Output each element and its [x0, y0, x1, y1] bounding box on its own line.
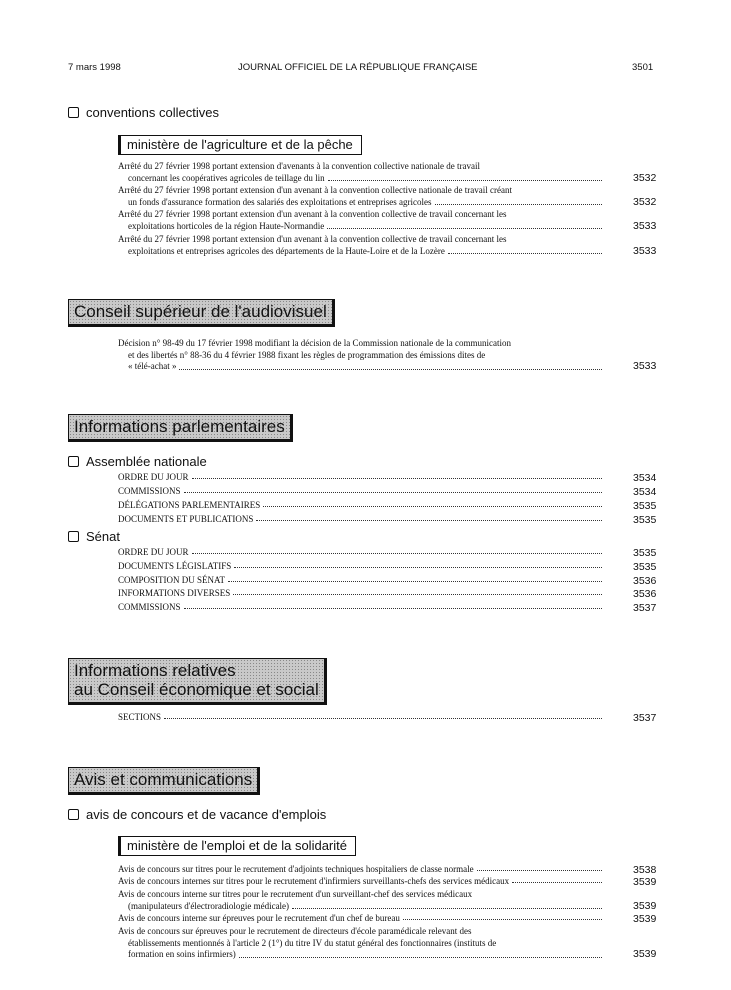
- banner-csa: Conseil supérieur de l'audiovisuel: [68, 299, 335, 327]
- banner-informations-parlementaires: Informations parlementaires: [68, 414, 293, 442]
- list-item: [118, 547, 604, 557]
- dot-leader: [327, 221, 602, 230]
- list-item: [118, 575, 604, 585]
- entry-line: Avis de concours internes sur titres pour le recrutement d'infirmiers surveillants-chefs des services médicaux: [118, 876, 510, 886]
- entry-conventions-1: [118, 161, 604, 184]
- banner-conseil-economique-social: [68, 658, 327, 705]
- dot-leader: [164, 718, 602, 719]
- list-item: [118, 876, 604, 886]
- dot-leader: [228, 581, 602, 582]
- page-ref: 3539: [633, 913, 657, 925]
- entry-line: Avis de concours interne sur titres pour le recrutement d'un surveillant-chef des services médicaux: [118, 889, 473, 899]
- entry-line: Avis de concours sur épreuves pour le recrutement de directeurs d'école paramédicale relevant des: [118, 926, 472, 936]
- entry-line: Décision n° 98-49 du 17 février 1998 modifiant la décision de la Commission nationale de la communication: [118, 338, 512, 348]
- dot-leader: [292, 901, 602, 910]
- entry-conventions-2: [118, 185, 604, 208]
- list-item: [118, 588, 604, 598]
- item-label: COMPOSITION DU SÉNAT: [118, 575, 226, 585]
- list-item: [118, 864, 604, 874]
- section-conventions-collectives: [68, 105, 219, 120]
- list-item: [118, 712, 604, 722]
- checkbox-bullet-icon: [68, 107, 79, 118]
- dot-leader: [239, 949, 602, 958]
- item-label: COMMISSIONS: [118, 602, 181, 612]
- entry-line: exploitations et entreprises agricoles des départements de la Haute-Loire et de la Lozère: [128, 245, 445, 256]
- entry-line: établissements mentionnés à l'article 2 (1°) du titre IV du statut général des fonctionnaires (instituts de: [128, 937, 497, 948]
- entry-line: Arrêté du 27 février 1998 portant extension d'un avenant à la convention collective de travail concernant les: [118, 234, 507, 244]
- section-avis-concours: [68, 807, 326, 822]
- entry-line: (manipulateurs d'électroradiologie médicale): [128, 900, 290, 911]
- list-item: [118, 486, 604, 496]
- checkbox-bullet-icon: [68, 809, 79, 820]
- dot-leader: [184, 492, 602, 493]
- item-label: DÉLÉGATIONS PARLEMENTAIRES: [118, 500, 261, 510]
- dot-leader: [263, 506, 602, 507]
- list-item: [118, 913, 604, 923]
- dot-leader: [328, 173, 602, 182]
- section-title: avis de concours et de vacance d'emplois: [86, 807, 327, 822]
- page-ref: 3533: [633, 245, 657, 257]
- page-ref: 3534: [633, 486, 657, 498]
- checkbox-bullet-icon: [68, 531, 79, 542]
- list-item: [118, 472, 604, 482]
- entry-line: « télé-achat »: [128, 361, 177, 371]
- section-title: Assemblée nationale: [86, 454, 207, 469]
- dot-leader: [512, 882, 602, 883]
- entry-line: concernant les coopératives agricoles de teillage du lin: [128, 172, 325, 183]
- page-ref: 3538: [633, 864, 657, 876]
- entry-line: Avis de concours interne sur épreuves pour le recrutement d'un chef de bureau: [118, 913, 400, 923]
- entry-csa: [118, 338, 604, 373]
- page-ref: 3536: [633, 588, 657, 600]
- dot-leader: [435, 197, 602, 206]
- section-senat: [68, 529, 120, 544]
- dot-leader: [403, 919, 602, 920]
- banner-avis-communications: Avis et communications: [68, 767, 260, 795]
- item-label: ORDRE DU JOUR: [118, 472, 189, 482]
- page-ref: 3537: [633, 712, 657, 724]
- section-title: conventions collectives: [86, 105, 219, 120]
- page-ref: 3535: [633, 514, 657, 526]
- header-journal-title: JOURNAL OFFICIEL DE LA RÉPUBLIQUE FRANÇAISE: [238, 62, 478, 73]
- list-item: [118, 514, 604, 524]
- dot-leader: [192, 553, 602, 554]
- entry-conventions-4: [118, 234, 604, 257]
- page-ref: 3532: [633, 196, 657, 208]
- entry-line: un fonds d'assurance formation des salariés des exploitations et entreprises agricoles: [128, 196, 432, 207]
- page-ref: 3534: [633, 472, 657, 484]
- list-item: [118, 602, 604, 612]
- dot-leader: [233, 594, 602, 595]
- entry-line: et des libertés n° 88-36 du 4 février 1988 fixant les règles de programmation des émissions dites de: [128, 349, 486, 360]
- page-ref: 3539: [633, 900, 657, 912]
- entry-conventions-3: [118, 209, 604, 232]
- dot-leader: [448, 246, 602, 255]
- entry-avis-5: [118, 926, 604, 961]
- page-ref: 3535: [633, 561, 657, 573]
- item-label: DOCUMENTS ET PUBLICATIONS: [118, 514, 254, 524]
- entry-line: Arrêté du 27 février 1998 portant extension d'un avenant à la convention collective de travail concernant les: [118, 209, 507, 219]
- entry-line: formation en soins infirmiers): [128, 949, 236, 959]
- header-page-number: 3501: [632, 62, 654, 73]
- checkbox-bullet-icon: [68, 456, 79, 467]
- banner-line: au Conseil économique et social: [74, 680, 319, 699]
- header-date: 7 mars 1998: [68, 62, 121, 73]
- dot-leader: [179, 361, 602, 370]
- dot-leader: [234, 567, 602, 568]
- dot-leader: [184, 608, 602, 609]
- item-label: ORDRE DU JOUR: [118, 547, 189, 557]
- entry-line: Arrêté du 27 février 1998 portant extension d'avenants à la convention collective nationale de travail: [118, 161, 480, 171]
- dot-leader: [477, 870, 602, 871]
- ministry-emploi-box: ministère de l'emploi et de la solidarité: [118, 836, 356, 856]
- page-ref: 3539: [633, 876, 657, 888]
- banner-line: Informations relatives: [74, 661, 236, 680]
- list-item: [118, 561, 604, 571]
- entry-line: Arrêté du 27 février 1998 portant extension d'un avenant à la convention collective nationale de travail créant: [118, 185, 512, 195]
- dot-leader: [256, 520, 602, 521]
- ministry-agriculture-box: ministère de l'agriculture et de la pêche: [118, 135, 362, 155]
- page-ref: 3533: [633, 360, 657, 372]
- page-ref: 3536: [633, 575, 657, 587]
- page-ref: 3537: [633, 602, 657, 614]
- page-ref: 3535: [633, 500, 657, 512]
- page-ref: 3535: [633, 547, 657, 559]
- item-label: INFORMATIONS DIVERSES: [118, 588, 231, 598]
- page-ref: 3533: [633, 220, 657, 232]
- entry-line: Avis de concours sur titres pour le recrutement d'adjoints techniques hospitaliers de classe normale: [118, 864, 474, 874]
- item-label: COMMISSIONS: [118, 486, 181, 496]
- item-label: SECTIONS: [118, 712, 162, 722]
- item-label: DOCUMENTS LÉGISLATIFS: [118, 561, 232, 571]
- page-ref: 3539: [633, 948, 657, 960]
- section-assemblee-nationale: [68, 454, 207, 469]
- dot-leader: [192, 478, 602, 479]
- page-ref: 3532: [633, 172, 657, 184]
- list-item: [118, 500, 604, 510]
- section-title: Sénat: [86, 529, 120, 544]
- entry-avis-3: [118, 889, 604, 912]
- entry-line: exploitations horticoles de la région Haute-Normandie: [128, 220, 325, 231]
